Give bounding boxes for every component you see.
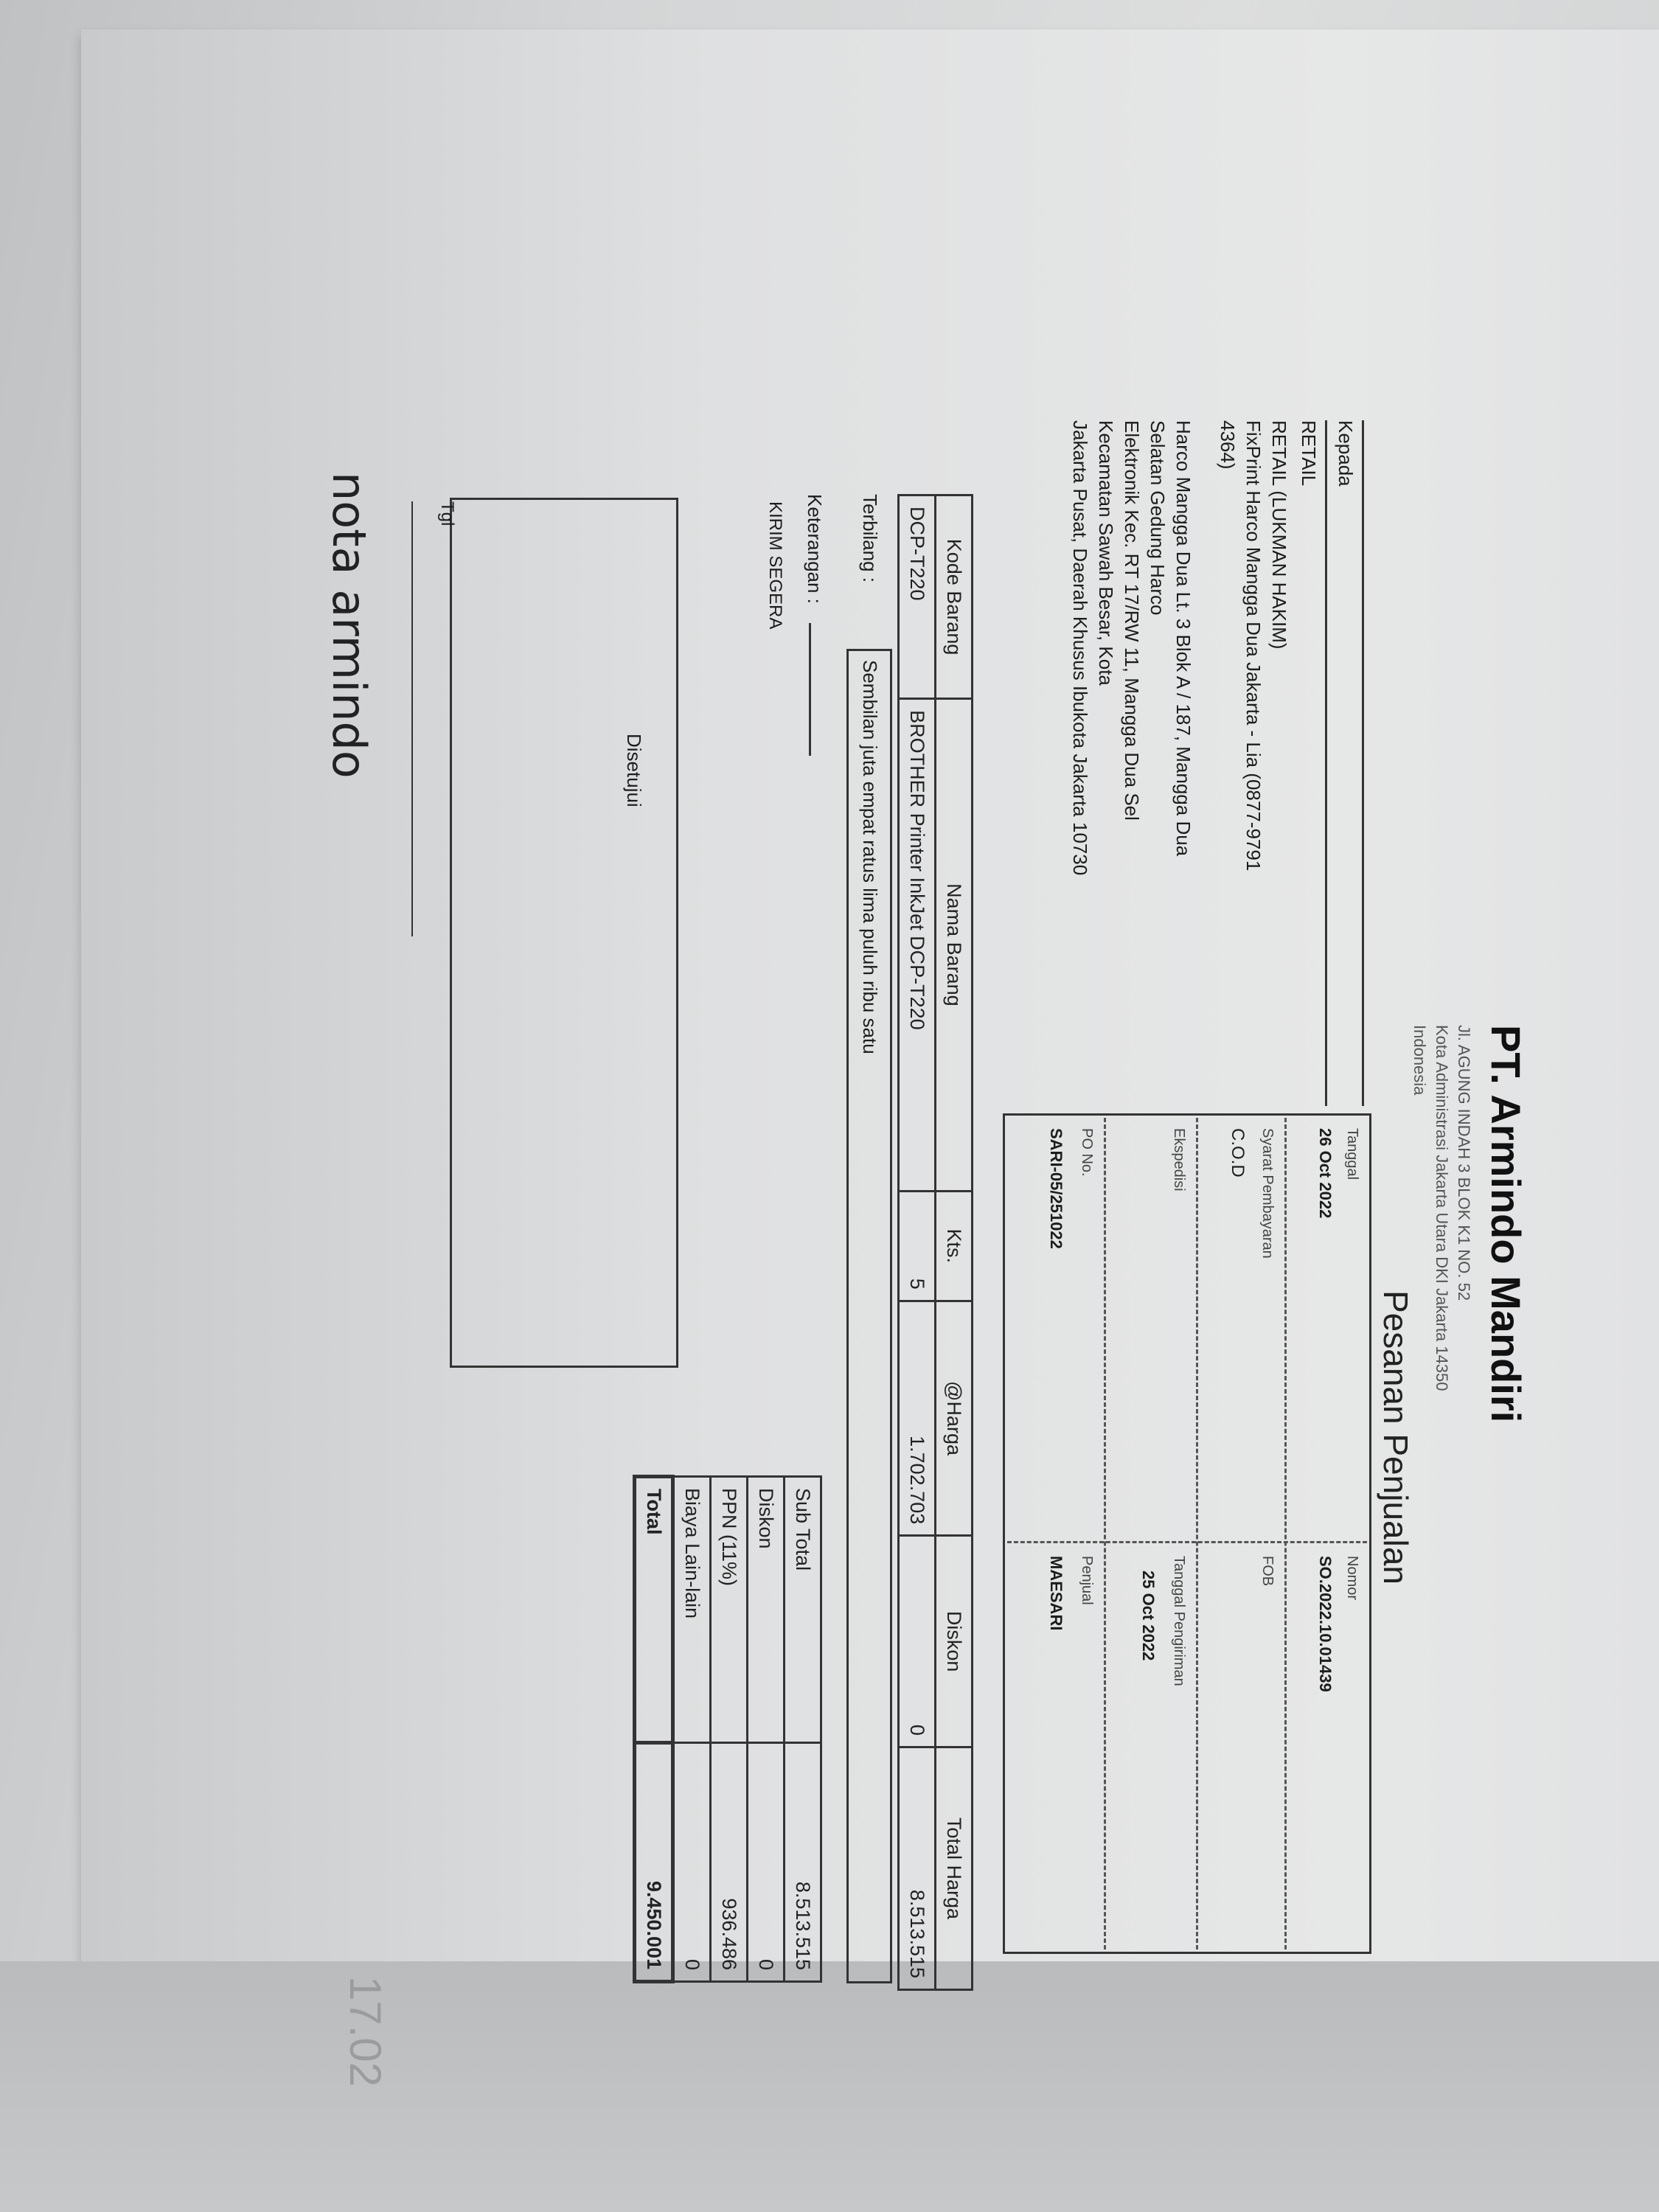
info-box-row-sep-1 [1284,1118,1287,1950]
kepada-line4: 4364) [1217,420,1239,470]
header-harga: @Harga [936,1301,973,1535]
kepada-address-3: Elektronik Kec. RT 17/RW 11, Mangga Dua Sel [1121,420,1143,821]
subtotal-label: Sub Total [785,1477,821,1743]
tanggal-value: 26 Oct 2022 [1316,1128,1335,1219]
handwritten-note: nota armindo [322,472,376,779]
table-header-row [936,495,973,1990]
total-row [635,1477,673,1982]
subtotal-value: 8.513.515 [785,1743,821,1982]
syarat-value: C.O.D [1228,1128,1248,1178]
kepada-address-2: Selatan Gedung Harco [1147,420,1169,616]
cell-total-harga: 8.513.515 [899,1747,936,1989]
kepada-address-5: Jakarta Pusat, Daerah Khusus Ibukota Jakarta 10730 [1069,420,1091,876]
cell-nama-barang: BROTHER Printer InkJet DCP-T220 [899,699,936,1192]
diskon-row [748,1477,785,1982]
biaya-value: 0 [673,1743,711,1982]
document-title: Pesanan Penjualan [1377,1290,1415,1585]
tanggal-pengiriman-label: Tanggal Pengiriman [1171,1556,1187,1686]
nomor-label: Nomor [1344,1556,1360,1601]
cell-harga: 1.702.703 [899,1301,936,1535]
kepada-bottom-rule [1325,420,1327,1106]
page-stamp: 17.02 [341,1976,390,2087]
company-address-line2: Kota Administrasi Jakarta Utara DKI Jakarta 14350 [1433,1025,1451,1391]
keterangan-value: KIRIM SEGERA [765,501,785,630]
keterangan-rule [809,623,811,756]
cell-diskon: 0 [899,1536,936,1747]
terbilang-label: Terbilang : [859,494,881,582]
info-box-row-sep-2 [1196,1118,1198,1950]
totals-table [633,1475,822,1983]
company-address-line3: Indonesia [1411,1025,1429,1096]
terbilang-value: Sembilan juta empat ratus lima puluh ribu satu [859,660,881,1054]
total-value: 9.450.001 [635,1743,673,1982]
signature-box [450,498,678,1368]
biaya-label: Biaya Lain-lain [673,1477,711,1743]
info-box-divider [1007,1541,1367,1543]
tanggal-label: Tanggal [1344,1128,1360,1180]
kepada-address-1: Harco Mangga Dua Lt. 3 Blok A / 187, Mangga Dua [1172,420,1194,857]
header-diskon: Diskon [936,1536,973,1747]
total-label: Total [635,1477,673,1743]
kepada-line3: FixPrint Harco Mangga Dua Jakarta - Lia (0877-9791 [1242,420,1265,872]
info-box-row-sep-3 [1104,1118,1106,1950]
table-row [899,495,936,1990]
kepada-line1: RETAIL [1298,420,1320,487]
header-nama-barang: Nama Barang [936,699,973,1192]
cell-kode-barang: DCP-T220 [899,495,936,699]
subtotal-row [785,1477,821,1982]
kepada-label: Kepada [1335,420,1357,487]
fob-label: FOB [1259,1556,1276,1587]
kepada-address-4: Kecamatan Sawah Besar, Kota [1095,420,1117,686]
company-name: PT. Armindo Mandiri [1483,1025,1529,1423]
header-kode-barang: Kode Barang [936,495,973,699]
syarat-label: Syarat Pembayaran [1259,1128,1276,1259]
tgl-rule [411,501,413,936]
penjual-label: Penjual [1079,1556,1095,1605]
items-table [897,494,973,1991]
cell-kts: 5 [899,1191,936,1301]
header-kts: Kts. [936,1191,973,1301]
biaya-row [673,1477,711,1982]
penjual-value: MAESARI [1047,1556,1065,1631]
keterangan-label: Keterangan : [804,494,826,604]
disetujui-label: Disetujui [623,734,645,807]
diskon-label: Diskon [748,1477,785,1743]
ppn-label: PPN (11%) [711,1477,748,1743]
po-value: SARI-05/251022 [1047,1128,1065,1249]
kepada-top-rule [1362,420,1364,1106]
company-address-line1: Jl. AGUNG INDAH 3 BLOK K1 NO. 52 [1455,1025,1473,1301]
nomor-value: SO.2022.10.01439 [1316,1556,1335,1692]
kepada-line2: RETAIL (LUKMAN HAKIM) [1268,420,1290,650]
ppn-row [711,1477,748,1982]
sales-order-document [265,88,1556,2153]
tanggal-pengiriman-value: 25 Oct 2022 [1139,1571,1158,1661]
tgl-label: Tgl [437,501,457,526]
ppn-value: 936.486 [711,1743,748,1982]
po-label: PO No. [1079,1128,1095,1177]
diskon-value: 0 [748,1743,785,1982]
ekspedisi-label: Ekspedisi [1171,1128,1187,1192]
header-total-harga: Total Harga [936,1747,973,1989]
